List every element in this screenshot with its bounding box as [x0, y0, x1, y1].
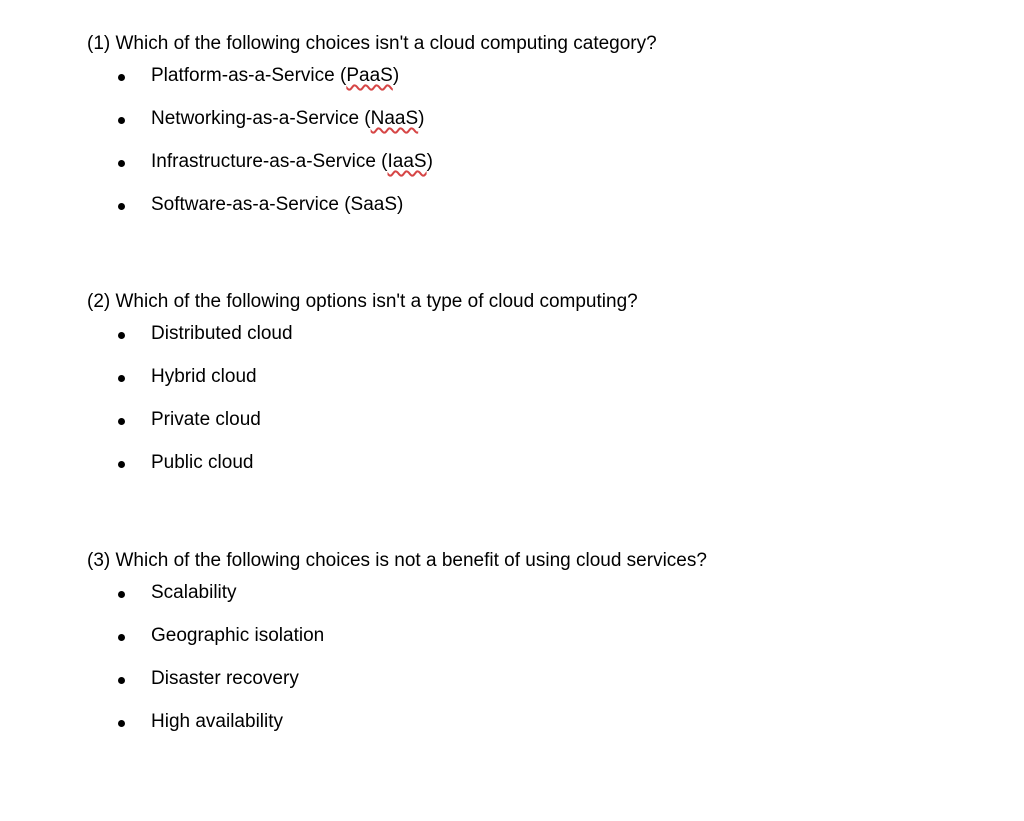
- option-label: Private cloud: [151, 409, 261, 430]
- option-label: Geographic isolation: [151, 625, 325, 646]
- question-1: [87, 31, 987, 246]
- bullet-dot-icon: [118, 591, 125, 598]
- spellcheck-flagged-word[interactable]: PaaS: [346, 65, 393, 86]
- option-label: Platform-as-a-Service (PaaS): [151, 65, 400, 86]
- option-label: Infrastructure-as-a-Service (IaaS): [151, 151, 433, 172]
- bullet-dot-icon: [118, 74, 125, 81]
- bullet-dot-icon: [118, 375, 125, 382]
- list-item: [87, 194, 987, 246]
- list-item: [87, 452, 987, 504]
- question-2: [87, 289, 987, 504]
- spellcheck-flagged-word[interactable]: IaaS: [387, 151, 427, 172]
- bullet-dot-icon: [118, 203, 125, 210]
- option-label: Software-as-a-Service (SaaS): [151, 194, 404, 215]
- question-3: [87, 548, 987, 763]
- bullet-dot-icon: [118, 332, 125, 339]
- bullet-dot-icon: [118, 117, 125, 124]
- bullet-dot-icon: [118, 418, 125, 425]
- option-label: Networking-as-a-Service (NaaS): [151, 108, 425, 129]
- question-2-text: (2) Which of the following options isn't a type of cloud computing?: [87, 291, 638, 312]
- question-1-options: [87, 65, 987, 246]
- question-1-text: (1) Which of the following choices isn't a cloud computing category?: [87, 33, 657, 54]
- list-item: [87, 711, 987, 763]
- option-label: Distributed cloud: [151, 323, 293, 344]
- bullet-dot-icon: [118, 720, 125, 727]
- bullet-dot-icon: [118, 160, 125, 167]
- option-label: High availability: [151, 711, 284, 732]
- option-label: Disaster recovery: [151, 668, 299, 689]
- bullet-dot-icon: [118, 461, 125, 468]
- bullet-dot-icon: [118, 677, 125, 684]
- option-label: Scalability: [151, 582, 237, 603]
- option-label: Public cloud: [151, 452, 254, 473]
- question-2-options: [87, 323, 987, 504]
- bullet-dot-icon: [118, 634, 125, 641]
- option-label: Hybrid cloud: [151, 366, 257, 387]
- question-3-options: [87, 582, 987, 763]
- spellcheck-flagged-word[interactable]: NaaS: [370, 108, 419, 129]
- question-3-text: (3) Which of the following choices is not a benefit of using cloud services?: [87, 550, 707, 571]
